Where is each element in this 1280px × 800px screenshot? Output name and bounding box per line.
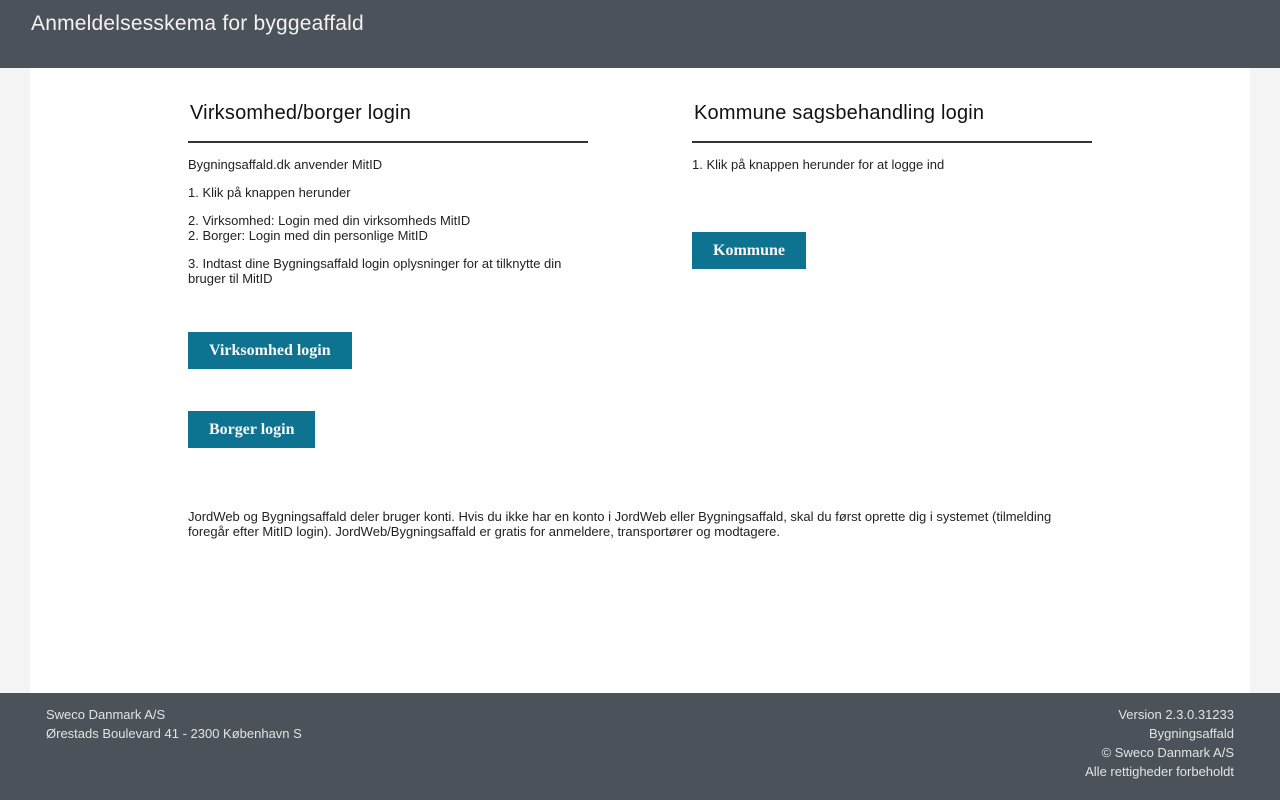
title-divider	[188, 141, 588, 143]
footer-version: Version 2.3.0.31233	[1118, 707, 1234, 722]
footer-product-name: Bygningsaffald	[1148, 726, 1234, 741]
footer-company-name: Sweco Danmark A/S	[46, 707, 166, 722]
kommune-login-title: Kommune sagsbehandling login	[694, 102, 985, 124]
footer-copyright: © Sweco Danmark A/S	[1101, 745, 1234, 760]
login-columns	[188, 102, 1250, 448]
kommune-login-panel	[692, 102, 1092, 269]
step-2-borger-text: 2. Borger: Login med din personlige MitID	[188, 228, 428, 243]
footer-version-info	[1085, 705, 1234, 800]
title-divider	[692, 141, 1092, 143]
virksomhed-borger-login-panel	[188, 102, 588, 448]
footer-company-address: Ørestads Boulevard 41 - 2300 København S	[46, 726, 302, 741]
app-footer	[0, 693, 1280, 800]
page-title: Anmeldelsesskema for byggeaffald	[31, 12, 364, 35]
step-1-text: 1. Klik på knappen herunder	[188, 185, 351, 200]
kommune-step-1-text: 1. Klik på knappen herunder for at logge ind	[692, 157, 945, 172]
app-header	[0, 0, 1280, 68]
footer-company-info	[46, 705, 302, 800]
kommune-login-button[interactable]: Kommune	[692, 232, 806, 269]
step-2-virksomhed-text: 2. Virksomhed: Login med din virksomheds MitID	[188, 213, 471, 228]
jordweb-account-note: JordWeb og Bygningsaffald deler bruger konti. Hvis du ikke har en konto i JordWeb eller Bygningsaffald, skal du først oprette dig i systemet (tilmelding foregår efter MitID login). JordWeb/Bygningsaffald er gratis for anmeldere, transportører og modtagere.	[188, 509, 1052, 539]
virksomhed-login-button[interactable]: Virksomhed login	[188, 332, 352, 369]
mitid-intro-text: Bygningsaffald.dk anvender MitID	[188, 157, 383, 172]
main-content	[30, 68, 1250, 693]
footer-rights-reserved: Alle rettigheder forbeholdt	[1085, 764, 1234, 779]
borger-login-button[interactable]: Borger login	[188, 411, 315, 448]
step-3-text: 3. Indtast dine Bygningsaffald login oplysninger for at tilknytte din bruger til MitID	[188, 256, 562, 286]
virksomhed-borger-login-title: Virksomhed/borger login	[190, 102, 412, 124]
step-2-group	[188, 213, 588, 243]
